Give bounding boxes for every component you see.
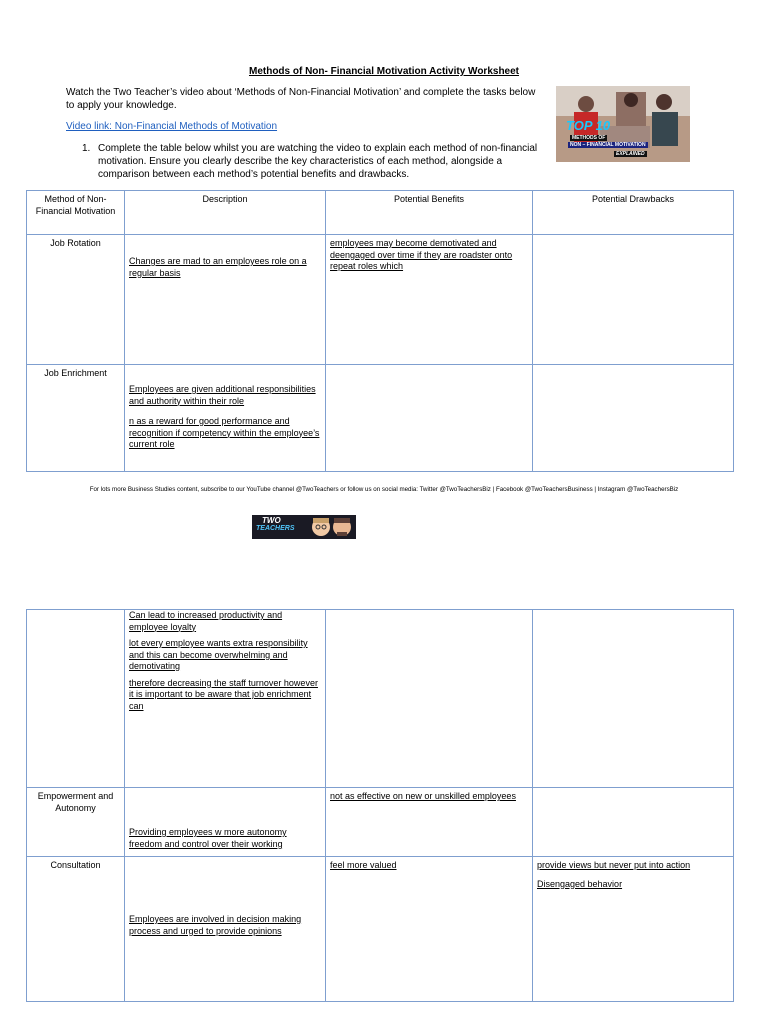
task-text: Complete the table below whilst you are watching the video to explain each method of non-financial motivation. Ensure you clearly describe the key characteristics of each method, alongside a comparison between each method’s potential benefits and drawbacks. (98, 143, 538, 180)
header-description: Description (125, 191, 326, 235)
drawbacks-text: provide views but never put into action (537, 860, 691, 870)
method-cell: Consultation (27, 857, 125, 1002)
method-cell: Empowerment and Autonomy (27, 788, 125, 857)
table-row (27, 610, 734, 788)
table-row (27, 788, 734, 857)
description-cell[interactable] (125, 365, 326, 472)
intro-paragraph: Watch the Two Teacher’s video about ‘Methods of Non-Financial Motivation’ and complete the tasks below to apply your knowledge. (66, 87, 536, 111)
method-cell: Job Rotation (27, 235, 125, 365)
motivation-table (26, 190, 734, 472)
worksheet-title: Methods of Non- Financial Motivation Activity Worksheet (248, 66, 520, 77)
thumbnail-top-ten: TOP 10 (566, 118, 611, 133)
benefits-cell[interactable] (326, 610, 533, 788)
description-cell[interactable] (125, 235, 326, 365)
benefits-cell[interactable] (326, 857, 533, 1002)
method-cell: Job Enrichment (27, 365, 125, 472)
drawbacks-cell[interactable] (533, 365, 734, 472)
header-drawbacks: Potential Drawbacks (533, 191, 734, 235)
benefits-cell[interactable] (326, 788, 533, 857)
description-text: Providing employees w more autonomy freedom and control over their working (129, 827, 287, 849)
task-instruction (82, 142, 547, 184)
description-text: Employees are involved in decision making process and urged to provide opinions (129, 914, 302, 936)
header-method: Method of Non-Financial Motivation (27, 191, 125, 235)
description-text: Can lead to increased productivity and employee loyalty (129, 610, 283, 632)
drawbacks-cell[interactable] (533, 610, 734, 788)
two-teachers-logo (252, 515, 356, 539)
video-thumbnail[interactable] (556, 86, 690, 162)
description-text: n as a reward for good performance and recognition if competency within the employee’s current role (129, 416, 320, 449)
thumbnail-line-3: EXPLAINED (616, 151, 645, 157)
method-cell (27, 610, 125, 788)
table-row (27, 365, 734, 472)
motivation-table-continued (26, 609, 734, 1002)
teacher-avatars-icon (310, 516, 354, 538)
description-text: therefore decreasing the staff turnover however it is important to be aware that job enrichment can (129, 677, 318, 711)
description-cell[interactable] (125, 857, 326, 1002)
benefits-text: feel more valued (330, 860, 397, 870)
thumbnail-line-2: NON – FINANCIAL MOTIVATION (570, 142, 646, 148)
table-header-row (27, 191, 734, 235)
table-row (27, 857, 734, 1002)
benefits-text: employees may become demotivated and deengaged over time if they are roadster onto repeat roles which (330, 238, 513, 271)
logo-line-1: TWO (262, 516, 281, 525)
benefits-cell[interactable] (326, 235, 533, 365)
benefits-cell[interactable] (326, 365, 533, 472)
task-number: 1. (82, 143, 91, 154)
header-benefits: Potential Benefits (326, 191, 533, 235)
drawbacks-cell[interactable] (533, 788, 734, 857)
drawbacks-text: Disengaged behavior (537, 878, 623, 889)
description-text: lot every employee wants extra responsibility and this can become overwhelming and demotivating (129, 638, 308, 671)
description-text: Changes are mad to an employees role on a regular basis (129, 256, 307, 278)
drawbacks-cell[interactable] (533, 235, 734, 365)
drawbacks-cell[interactable] (533, 857, 734, 1002)
video-link[interactable]: Video link: Non-Financial Methods of Motivation (66, 121, 278, 132)
description-cell[interactable] (125, 788, 326, 857)
footer-text: For lots more Business Studies content, subscribe to our YouTube channel @TwoTeachers or follow us on social media: Twitter @TwoTeachersBiz | Facebook @TwoTeachersBusiness | Instagram @TwoTeachersBiz (89, 486, 679, 493)
benefits-text: not as effective on new or unskilled employees (330, 791, 516, 801)
table-row (27, 235, 734, 365)
description-cell[interactable] (125, 610, 326, 788)
thumbnail-line-1: METHODS OF (572, 135, 606, 141)
logo-line-2: TEACHERS (256, 525, 295, 532)
description-text: Employees are given additional responsibilities and authority within their role (129, 384, 316, 406)
